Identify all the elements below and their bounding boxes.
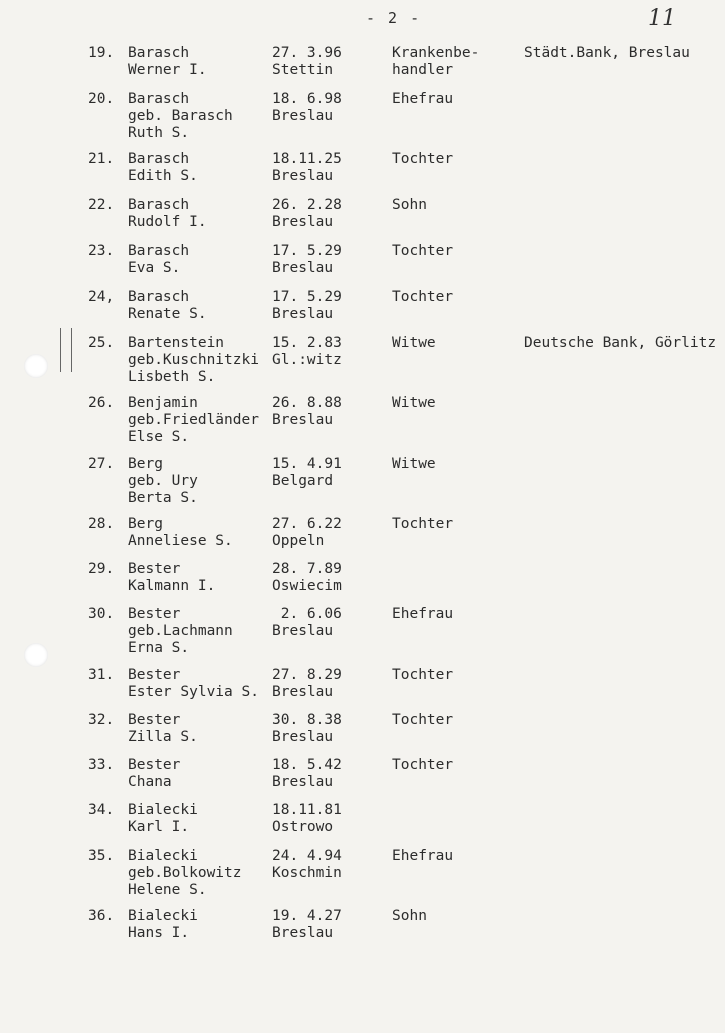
relation	[392, 395, 436, 412]
birth-date-place	[272, 561, 342, 595]
birth-date-place-line: 15. 4.91	[272, 456, 342, 472]
relation	[392, 335, 436, 352]
entry-number: 21.	[88, 151, 115, 167]
punch-hole	[24, 643, 48, 667]
relation-line: Tochter	[392, 243, 454, 259]
relation	[392, 151, 453, 168]
entry-number: 20.	[88, 91, 115, 107]
person-name-line: Bialecki	[128, 908, 198, 924]
person-name-line: Barasch	[128, 289, 190, 305]
birth-date-place	[272, 289, 342, 323]
person-name-line: Erna S.	[128, 640, 190, 656]
entry-number: 26.	[88, 395, 115, 411]
relation	[392, 848, 453, 865]
person-name	[128, 848, 242, 899]
birth-date-place-line: 27. 8.29	[272, 667, 342, 683]
relation-line: Tochter	[392, 667, 454, 683]
relation-line: Ehefrau	[392, 848, 454, 864]
relation	[392, 456, 436, 473]
person-name-line: Hans I.	[128, 925, 190, 941]
birth-date-place-line: Ostrowo	[272, 819, 334, 835]
birth-date-place	[272, 606, 342, 640]
person-name-line: Bester	[128, 606, 181, 622]
birth-date-place-line: 17. 5.29	[272, 289, 342, 305]
person-name-line: Berg	[128, 456, 163, 472]
birth-date-place-line: Breslau	[272, 774, 334, 790]
birth-date-place	[272, 197, 342, 231]
relation-line: Sohn	[392, 197, 427, 213]
person-name-line: Rudolf I.	[128, 214, 207, 230]
person-name	[128, 91, 233, 142]
bank-name: Deutsche Bank, Görlitz	[524, 335, 717, 351]
person-name	[128, 561, 215, 595]
birth-date-place-line: 17. 5.29	[272, 243, 342, 259]
relation-line: Tochter	[392, 757, 454, 773]
person-name-line: Werner I.	[128, 62, 207, 78]
birth-date-place-line: 2. 6.06	[272, 606, 342, 622]
person-name-line: Bester	[128, 712, 181, 728]
birth-date-place	[272, 848, 342, 882]
person-name-line: Anneliese S.	[128, 533, 233, 549]
person-name-line: Bialecki	[128, 848, 198, 864]
birth-date-place-line: Breslau	[272, 684, 334, 700]
person-name-line: Barasch	[128, 91, 190, 107]
person-name	[128, 908, 198, 942]
birth-date-place-line: 18. 6.98	[272, 91, 342, 107]
relation	[392, 908, 427, 925]
handwritten-folio-number: 11	[648, 6, 676, 31]
person-name	[128, 606, 233, 657]
relation	[392, 243, 453, 260]
birth-date-place	[272, 908, 342, 942]
birth-date-place	[272, 516, 342, 550]
birth-date-place-line: 27. 3.96	[272, 45, 342, 61]
person-name	[128, 667, 259, 701]
person-name-line: Bester	[128, 561, 181, 577]
margin-pencil-mark	[60, 328, 72, 372]
person-name	[128, 45, 207, 79]
entry-number: 27.	[88, 456, 115, 472]
person-name	[128, 197, 207, 231]
person-name-line: Bester	[128, 757, 181, 773]
birth-date-place-line: Breslau	[272, 108, 334, 124]
person-name-line: Bialecki	[128, 802, 198, 818]
entry-number: 22.	[88, 197, 115, 213]
person-name-line: Kalmann I.	[128, 578, 216, 594]
entry-number: 30.	[88, 606, 115, 622]
birth-date-place-line: Breslau	[272, 729, 334, 745]
person-name	[128, 516, 233, 550]
relation	[392, 197, 427, 214]
person-name	[128, 802, 198, 836]
person-name-line: Lisbeth S.	[128, 369, 216, 385]
person-name-line: Renate S.	[128, 306, 207, 322]
relation-line: Tochter	[392, 151, 454, 167]
birth-date-place-line: 24. 4.94	[272, 848, 342, 864]
entry-number: 25.	[88, 335, 115, 351]
birth-date-place-line: 18.11.25	[272, 151, 342, 167]
birth-date-place-line: 18.11.81	[272, 802, 342, 818]
person-name-line: geb. Ury	[128, 473, 198, 489]
person-name-line: Helene S.	[128, 882, 207, 898]
relation	[392, 516, 453, 533]
birth-date-place-line: 18. 5.42	[272, 757, 342, 773]
relation-line: Sohn	[392, 908, 427, 924]
person-name	[128, 757, 180, 791]
person-name-line: Bartenstein	[128, 335, 225, 351]
relation	[392, 667, 453, 684]
birth-date-place-line: 26. 8.88	[272, 395, 342, 411]
person-name-line: geb.Friedländer	[128, 412, 259, 428]
birth-date-place-line: 26. 2.28	[272, 197, 342, 213]
entry-number: 36.	[88, 908, 115, 924]
person-name-line: Else S.	[128, 429, 190, 445]
relation-line: Tochter	[392, 289, 454, 305]
birth-date-place	[272, 667, 342, 701]
birth-date-place	[272, 91, 342, 125]
entry-number: 19.	[88, 45, 115, 61]
relation-line: Krankenbe-	[392, 45, 480, 61]
birth-date-place-line: 27. 6.22	[272, 516, 342, 532]
birth-date-place	[272, 395, 342, 429]
person-name-line: Edith S.	[128, 168, 198, 184]
relation-line: Tochter	[392, 516, 454, 532]
birth-date-place-line: Oppeln	[272, 533, 325, 549]
birth-date-place	[272, 757, 342, 791]
birth-date-place-line: Breslau	[272, 623, 334, 639]
relation	[392, 91, 453, 108]
relation	[392, 712, 453, 729]
person-name-line: Barasch	[128, 197, 190, 213]
entry-number: 31.	[88, 667, 115, 683]
birth-date-place-line: Breslau	[272, 214, 334, 230]
person-name-line: geb.Lachmann	[128, 623, 233, 639]
birth-date-place	[272, 712, 342, 746]
relation	[392, 45, 479, 79]
entry-number: 32.	[88, 712, 115, 728]
person-name-line: Ester Sylvia S.	[128, 684, 259, 700]
person-name	[128, 712, 198, 746]
entry-number: 24,	[88, 289, 115, 305]
birth-date-place-line: Belgard	[272, 473, 334, 489]
birth-date-place-line: Breslau	[272, 306, 334, 322]
relation	[392, 289, 453, 306]
birth-date-place-line: 28. 7.89	[272, 561, 342, 577]
birth-date-place	[272, 151, 342, 185]
relation-line: Witwe	[392, 456, 436, 472]
relation-line: Witwe	[392, 335, 436, 351]
relation-line: Ehefrau	[392, 606, 454, 622]
entry-number: 29.	[88, 561, 115, 577]
birth-date-place	[272, 456, 342, 490]
birth-date-place-line: 19. 4.27	[272, 908, 342, 924]
person-name-line: Ruth S.	[128, 125, 190, 141]
relation-line: Ehefrau	[392, 91, 454, 107]
entry-number: 35.	[88, 848, 115, 864]
birth-date-place-line: Breslau	[272, 925, 334, 941]
birth-date-place-line: Koschmin	[272, 865, 342, 881]
person-name-line: Barasch	[128, 151, 190, 167]
entry-number: 28.	[88, 516, 115, 532]
relation	[392, 757, 453, 774]
entry-number: 34.	[88, 802, 115, 818]
birth-date-place	[272, 45, 342, 79]
person-name-line: geb.Bolkowitz	[128, 865, 242, 881]
person-name	[128, 395, 259, 446]
person-name-line: geb.Kuschnitzki	[128, 352, 259, 368]
person-name-line: geb. Barasch	[128, 108, 233, 124]
bank-name: Städt.Bank, Breslau	[524, 45, 690, 61]
birth-date-place-line: Oswiecim	[272, 578, 342, 594]
birth-date-place-line: Gl.:witz	[272, 352, 342, 368]
birth-date-place-line: Breslau	[272, 260, 334, 276]
birth-date-place-line: Stettin	[272, 62, 334, 78]
relation-line: Tochter	[392, 712, 454, 728]
person-name-line: Karl I.	[128, 819, 190, 835]
punch-hole	[24, 354, 48, 378]
relation	[392, 606, 453, 623]
entry-number: 33.	[88, 757, 115, 773]
page-number: - 2 -	[366, 9, 422, 27]
birth-date-place	[272, 243, 342, 277]
person-name-line: Berta S.	[128, 490, 198, 506]
person-name	[128, 151, 198, 185]
birth-date-place-line: 30. 8.38	[272, 712, 342, 728]
person-name-line: Benjamin	[128, 395, 198, 411]
person-name-line: Barasch	[128, 45, 190, 61]
person-name-line: Bester	[128, 667, 181, 683]
relation-line: handler	[392, 62, 454, 78]
birth-date-place-line: 15. 2.83	[272, 335, 342, 351]
person-name-line: Barasch	[128, 243, 190, 259]
person-name	[128, 335, 259, 386]
birth-date-place	[272, 802, 342, 836]
person-name	[128, 289, 207, 323]
birth-date-place-line: Breslau	[272, 168, 334, 184]
entry-number: 23.	[88, 243, 115, 259]
birth-date-place-line: Breslau	[272, 412, 334, 428]
person-name	[128, 243, 189, 277]
relation-line: Witwe	[392, 395, 436, 411]
person-name-line: Eva S.	[128, 260, 181, 276]
person-name-line: Chana	[128, 774, 172, 790]
person-name	[128, 456, 198, 507]
person-name-line: Berg	[128, 516, 163, 532]
person-name-line: Zilla S.	[128, 729, 198, 745]
birth-date-place	[272, 335, 342, 369]
